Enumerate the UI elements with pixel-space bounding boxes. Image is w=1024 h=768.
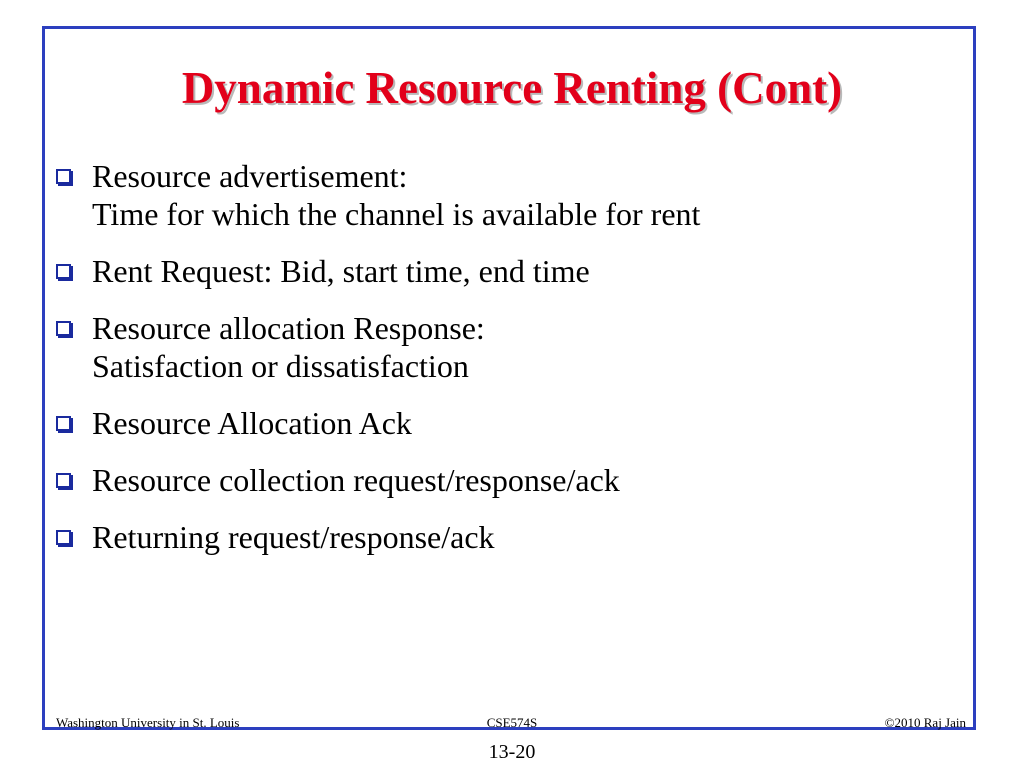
bullet-list bbox=[56, 157, 956, 575]
bullet-item bbox=[56, 252, 956, 290]
bullet-item bbox=[56, 309, 956, 385]
bullet-item bbox=[56, 518, 956, 556]
footer-institution: Washington University in St. Louis bbox=[56, 715, 240, 730]
square-bullet-icon bbox=[56, 264, 71, 279]
bullet-text: Resource collection request/response/ack bbox=[92, 462, 620, 498]
footer-copyright: ©2010 Raj Jain bbox=[884, 715, 966, 730]
square-bullet-icon bbox=[56, 169, 71, 184]
slide-title: Dynamic Resource Renting (Cont) bbox=[181, 63, 843, 113]
square-bullet-icon bbox=[56, 416, 71, 431]
bullet-item bbox=[56, 157, 956, 233]
footer-course: CSE574S bbox=[486, 715, 538, 730]
bullet-text-continued: Satisfaction or dissatisfaction bbox=[92, 348, 469, 384]
bullet-item bbox=[56, 404, 956, 442]
bullet-text: Resource advertisement: bbox=[92, 158, 408, 194]
bullet-text-continued: Time for which the channel is available for rent bbox=[92, 196, 701, 232]
bullet-text: Resource allocation Response: bbox=[92, 310, 485, 346]
page-number: 13-20 bbox=[488, 741, 536, 763]
bullet-text: Rent Request: Bid, start time, end time bbox=[92, 253, 590, 289]
bullet-text: Resource Allocation Ack bbox=[92, 405, 412, 441]
square-bullet-icon bbox=[56, 530, 71, 545]
square-bullet-icon bbox=[56, 321, 71, 336]
bullet-item bbox=[56, 461, 956, 499]
square-bullet-icon bbox=[56, 473, 71, 488]
bullet-text: Returning request/response/ack bbox=[92, 519, 495, 555]
